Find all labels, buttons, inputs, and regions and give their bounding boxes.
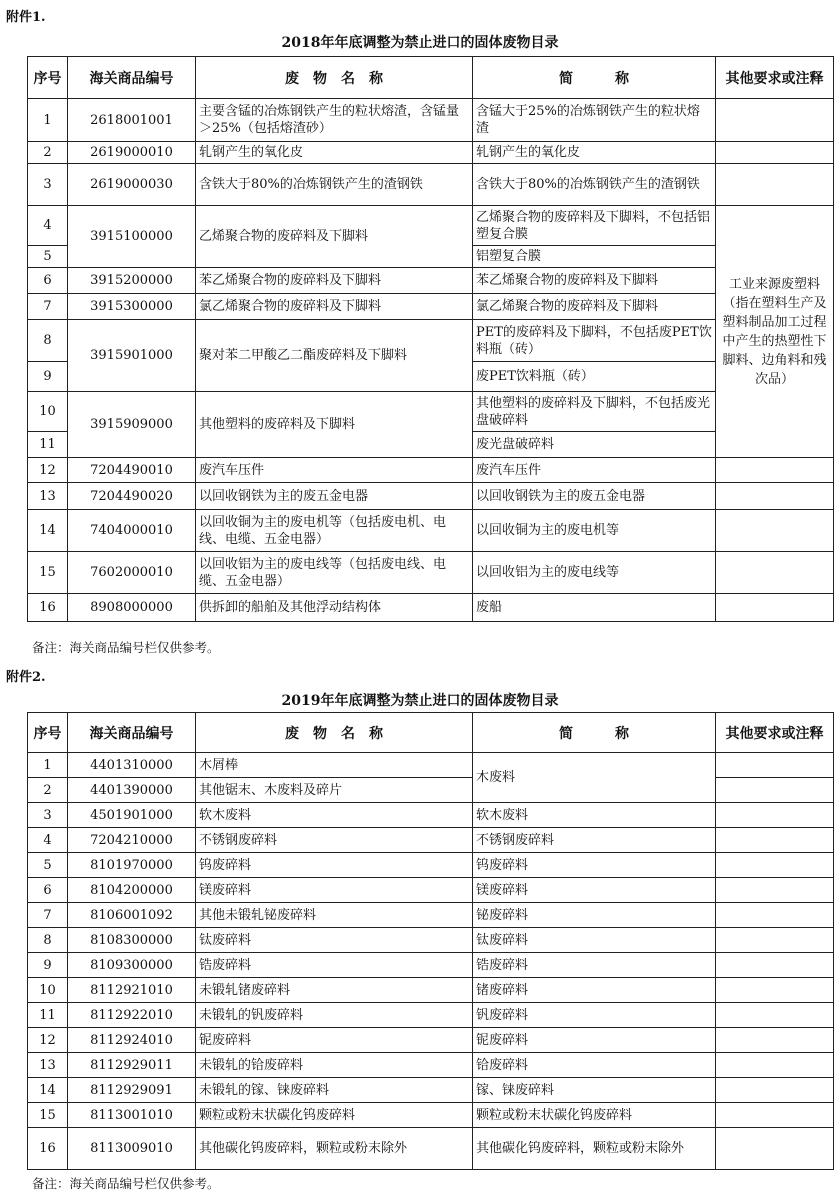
row-name: 主要含锰的冶炼钢铁产生的粒状熔渣，含锰量＞25%（包括熔渣砂） bbox=[196, 99, 473, 142]
row-abbr: 木废料 bbox=[473, 753, 716, 803]
row-code: 7602000010 bbox=[68, 552, 196, 594]
row-abbr: 软木废料 bbox=[473, 803, 716, 828]
row-no: 14 bbox=[28, 1078, 68, 1103]
row-code: 7204490010 bbox=[68, 458, 196, 483]
table-row bbox=[28, 206, 834, 246]
row-remark bbox=[716, 753, 834, 778]
table-row bbox=[28, 928, 834, 953]
row-name: 未锻轧的钒废碎料 bbox=[196, 1003, 473, 1028]
header-name: 废 物 名 称 bbox=[196, 57, 473, 99]
table-row bbox=[28, 164, 834, 206]
row-no: 16 bbox=[28, 1128, 68, 1170]
table-row bbox=[28, 594, 834, 622]
row-code: 7404000010 bbox=[68, 510, 196, 552]
row-abbr: 其他塑料的废碎料及下脚料，不包括废光盘破碎料 bbox=[473, 392, 716, 432]
row-name: 木屑棒 bbox=[196, 753, 473, 778]
row-no: 9 bbox=[28, 362, 68, 392]
attachment-1-label: 附件1. bbox=[6, 10, 46, 25]
row-name: 其他碳化钨废碎料，颗粒或粉末除外 bbox=[196, 1128, 473, 1170]
table-row bbox=[28, 458, 834, 483]
row-abbr: 铋废碎料 bbox=[473, 903, 716, 928]
row-abbr: 以回收铜为主的废电机等 bbox=[473, 510, 716, 552]
row-no: 5 bbox=[28, 246, 68, 268]
table-row bbox=[28, 142, 834, 164]
row-code: 8106001092 bbox=[68, 903, 196, 928]
row-name: 聚对苯二甲酸乙二酯废碎料及下脚料 bbox=[196, 320, 473, 392]
row-abbr: 锗废碎料 bbox=[473, 978, 716, 1003]
row-abbr: 锆废碎料 bbox=[473, 953, 716, 978]
row-no: 15 bbox=[28, 1103, 68, 1128]
attachment-2-table bbox=[27, 712, 834, 1170]
table-header-row bbox=[28, 713, 834, 753]
row-abbr: 颗粒或粉末状碳化钨废碎料 bbox=[473, 1103, 716, 1128]
header-no: 序号 bbox=[28, 57, 68, 99]
table-row bbox=[28, 1103, 834, 1128]
row-remark bbox=[716, 1028, 834, 1053]
row-remark bbox=[716, 928, 834, 953]
row-no: 12 bbox=[28, 1028, 68, 1053]
row-no: 11 bbox=[28, 1003, 68, 1028]
row-abbr: 铝塑复合膜 bbox=[473, 246, 716, 268]
row-no: 8 bbox=[28, 320, 68, 362]
row-remark bbox=[716, 142, 834, 164]
row-code: 4501901000 bbox=[68, 803, 196, 828]
row-no: 1 bbox=[28, 753, 68, 778]
row-name: 软木废料 bbox=[196, 803, 473, 828]
row-no: 1 bbox=[28, 99, 68, 142]
row-name: 钛废碎料 bbox=[196, 928, 473, 953]
row-name: 未锻轧的铪废碎料 bbox=[196, 1053, 473, 1078]
row-abbr: 镁废碎料 bbox=[473, 878, 716, 903]
row-abbr: 其他碳化钨废碎料，颗粒或粉末除外 bbox=[473, 1128, 716, 1170]
row-code: 8101970000 bbox=[68, 853, 196, 878]
row-code: 8908000000 bbox=[68, 594, 196, 622]
row-name: 含铁大于80%的冶炼钢铁产生的渣钢铁 bbox=[196, 164, 473, 206]
row-code: 4401390000 bbox=[68, 778, 196, 803]
row-no: 7 bbox=[28, 294, 68, 320]
row-abbr: 铪废碎料 bbox=[473, 1053, 716, 1078]
row-name: 以回收铝为主的废电线等（包括废电线、电缆、五金电器） bbox=[196, 552, 473, 594]
row-remark bbox=[716, 1128, 834, 1170]
row-code: 2619000030 bbox=[68, 164, 196, 206]
row-abbr: 轧钢产生的氧化皮 bbox=[473, 142, 716, 164]
row-no: 5 bbox=[28, 853, 68, 878]
row-name: 镁废碎料 bbox=[196, 878, 473, 903]
row-remark bbox=[716, 164, 834, 206]
attachment-1-title: 2018年年底调整为禁止进口的固体废物目录 bbox=[281, 35, 559, 51]
row-name: 以回收钢铁为主的废五金电器 bbox=[196, 483, 473, 510]
row-abbr: 以回收钢铁为主的废五金电器 bbox=[473, 483, 716, 510]
row-code: 3915100000 bbox=[68, 206, 196, 268]
attachment-2-note: 备注：海关商品编号栏仅供参考。 bbox=[32, 1176, 220, 1191]
row-name: 其他未锻轧铋废碎料 bbox=[196, 903, 473, 928]
row-no: 15 bbox=[28, 552, 68, 594]
attachment-1-note: 备注：海关商品编号栏仅供参考。 bbox=[32, 640, 220, 655]
row-abbr: 乙烯聚合物的废碎料及下脚料，不包括铝塑复合膜 bbox=[473, 206, 716, 246]
row-code: 8113001010 bbox=[68, 1103, 196, 1128]
row-no: 2 bbox=[28, 142, 68, 164]
row-name: 不锈钢废碎料 bbox=[196, 828, 473, 853]
table-row bbox=[28, 294, 834, 320]
row-no: 12 bbox=[28, 458, 68, 483]
row-remark bbox=[716, 978, 834, 1003]
table-row bbox=[28, 878, 834, 903]
row-abbr: 氯乙烯聚合物的废碎料及下脚料 bbox=[473, 294, 716, 320]
row-name: 未锻轧锗废碎料 bbox=[196, 978, 473, 1003]
table-row bbox=[28, 753, 834, 778]
table-row bbox=[28, 1053, 834, 1078]
row-no: 7 bbox=[28, 903, 68, 928]
table-row bbox=[28, 903, 834, 928]
header-abbr: 简 称 bbox=[473, 57, 716, 99]
row-abbr: 不锈钢废碎料 bbox=[473, 828, 716, 853]
remark-cell: 工业来源废塑料（指在塑料生产及塑料制品加工过程中产生的热塑性下脚料、边角料和残次品） bbox=[716, 206, 834, 458]
row-name: 未锻轧的镓、铼废碎料 bbox=[196, 1078, 473, 1103]
row-abbr: 苯乙烯聚合物的废碎料及下脚料 bbox=[473, 268, 716, 294]
row-code: 3915909000 bbox=[68, 392, 196, 458]
row-name: 苯乙烯聚合物的废碎料及下脚料 bbox=[196, 268, 473, 294]
table-row bbox=[28, 510, 834, 552]
row-remark bbox=[716, 99, 834, 142]
row-code: 7204490020 bbox=[68, 483, 196, 510]
header-code: 海关商品编号 bbox=[68, 713, 196, 753]
row-name: 其他塑料的废碎料及下脚料 bbox=[196, 392, 473, 458]
row-code: 3915901000 bbox=[68, 320, 196, 392]
row-code: 8104200000 bbox=[68, 878, 196, 903]
row-remark bbox=[716, 803, 834, 828]
row-code: 8112924010 bbox=[68, 1028, 196, 1053]
row-no: 4 bbox=[28, 828, 68, 853]
header-name: 废 物 名 称 bbox=[196, 713, 473, 753]
header-code: 海关商品编号 bbox=[68, 57, 196, 99]
row-remark bbox=[716, 778, 834, 803]
row-remark bbox=[716, 953, 834, 978]
row-no: 3 bbox=[28, 164, 68, 206]
row-no: 2 bbox=[28, 778, 68, 803]
row-remark bbox=[716, 853, 834, 878]
row-remark bbox=[716, 552, 834, 594]
row-code: 8112929091 bbox=[68, 1078, 196, 1103]
row-name: 铌废碎料 bbox=[196, 1028, 473, 1053]
row-remark bbox=[716, 1078, 834, 1103]
row-abbr: 废汽车压件 bbox=[473, 458, 716, 483]
row-name: 轧钢产生的氧化皮 bbox=[196, 142, 473, 164]
row-no: 13 bbox=[28, 1053, 68, 1078]
table-row bbox=[28, 483, 834, 510]
row-no: 6 bbox=[28, 878, 68, 903]
row-remark bbox=[716, 594, 834, 622]
row-no: 10 bbox=[28, 978, 68, 1003]
table-row bbox=[28, 803, 834, 828]
table-row bbox=[28, 1003, 834, 1028]
row-code: 7204210000 bbox=[68, 828, 196, 853]
row-remark bbox=[716, 903, 834, 928]
row-code: 2619000010 bbox=[68, 142, 196, 164]
row-code: 3915300000 bbox=[68, 294, 196, 320]
header-remark: 其他要求或注释 bbox=[716, 713, 834, 753]
header-no: 序号 bbox=[28, 713, 68, 753]
row-no: 16 bbox=[28, 594, 68, 622]
row-name: 废汽车压件 bbox=[196, 458, 473, 483]
row-remark bbox=[716, 1103, 834, 1128]
row-code: 8113009010 bbox=[68, 1128, 196, 1170]
row-remark bbox=[716, 1003, 834, 1028]
row-code: 3915200000 bbox=[68, 268, 196, 294]
row-abbr: 以回收铝为主的废电线等 bbox=[473, 552, 716, 594]
row-code: 8108300000 bbox=[68, 928, 196, 953]
row-abbr: 废光盘破碎料 bbox=[473, 432, 716, 458]
table-row bbox=[28, 953, 834, 978]
row-abbr: 含铁大于80%的冶炼钢铁产生的渣钢铁 bbox=[473, 164, 716, 206]
table-row bbox=[28, 552, 834, 594]
row-name: 其他锯末、木废料及碎片 bbox=[196, 778, 473, 803]
row-no: 4 bbox=[28, 206, 68, 246]
row-abbr: 废PET饮料瓶（砖） bbox=[473, 362, 716, 392]
row-name: 氯乙烯聚合物的废碎料及下脚料 bbox=[196, 294, 473, 320]
table-row bbox=[28, 99, 834, 142]
row-no: 10 bbox=[28, 392, 68, 432]
table-row bbox=[28, 1028, 834, 1053]
row-name: 以回收铜为主的废电机等（包括废电机、电线、电缆、五金电器） bbox=[196, 510, 473, 552]
attachment-2-label: 附件2. bbox=[6, 670, 46, 685]
row-name: 颗粒或粉末状碳化钨废碎料 bbox=[196, 1103, 473, 1128]
table-row bbox=[28, 853, 834, 878]
row-no: 13 bbox=[28, 483, 68, 510]
row-no: 8 bbox=[28, 928, 68, 953]
row-abbr: 钛废碎料 bbox=[473, 928, 716, 953]
table-header-row bbox=[28, 57, 834, 99]
table-row bbox=[28, 268, 834, 294]
row-code: 2618001001 bbox=[68, 99, 196, 142]
row-code: 8112929011 bbox=[68, 1053, 196, 1078]
row-abbr: 废船 bbox=[473, 594, 716, 622]
row-no: 3 bbox=[28, 803, 68, 828]
row-name: 钨废碎料 bbox=[196, 853, 473, 878]
row-remark bbox=[716, 458, 834, 483]
row-remark bbox=[716, 828, 834, 853]
table-row bbox=[28, 320, 834, 362]
row-no: 6 bbox=[28, 268, 68, 294]
row-remark bbox=[716, 483, 834, 510]
row-remark bbox=[716, 1053, 834, 1078]
row-abbr: 铌废碎料 bbox=[473, 1028, 716, 1053]
row-abbr: 钨废碎料 bbox=[473, 853, 716, 878]
table-row bbox=[28, 392, 834, 432]
row-remark bbox=[716, 878, 834, 903]
row-remark bbox=[716, 510, 834, 552]
table-row bbox=[28, 978, 834, 1003]
row-code: 8109300000 bbox=[68, 953, 196, 978]
header-abbr: 简 称 bbox=[473, 713, 716, 753]
row-name: 锆废碎料 bbox=[196, 953, 473, 978]
row-code: 4401310000 bbox=[68, 753, 196, 778]
row-abbr: 含锰大于25%的冶炼钢铁产生的粒状熔渣 bbox=[473, 99, 716, 142]
row-code: 8112922010 bbox=[68, 1003, 196, 1028]
row-name: 供拆卸的船舶及其他浮动结构体 bbox=[196, 594, 473, 622]
row-no: 11 bbox=[28, 432, 68, 458]
table-row bbox=[28, 1128, 834, 1170]
attachment-2-title: 2019年年底调整为禁止进口的固体废物目录 bbox=[281, 693, 559, 709]
row-no: 14 bbox=[28, 510, 68, 552]
row-name: 乙烯聚合物的废碎料及下脚料 bbox=[196, 206, 473, 268]
row-abbr: PET的废碎料及下脚料，不包括废PET饮料瓶（砖） bbox=[473, 320, 716, 362]
row-abbr: 镓、铼废碎料 bbox=[473, 1078, 716, 1103]
row-no: 9 bbox=[28, 953, 68, 978]
row-abbr: 钒废碎料 bbox=[473, 1003, 716, 1028]
attachment-1-table bbox=[27, 56, 834, 622]
header-remark: 其他要求或注释 bbox=[716, 57, 834, 99]
table-row bbox=[28, 828, 834, 853]
table-row bbox=[28, 1078, 834, 1103]
row-code: 8112921010 bbox=[68, 978, 196, 1003]
